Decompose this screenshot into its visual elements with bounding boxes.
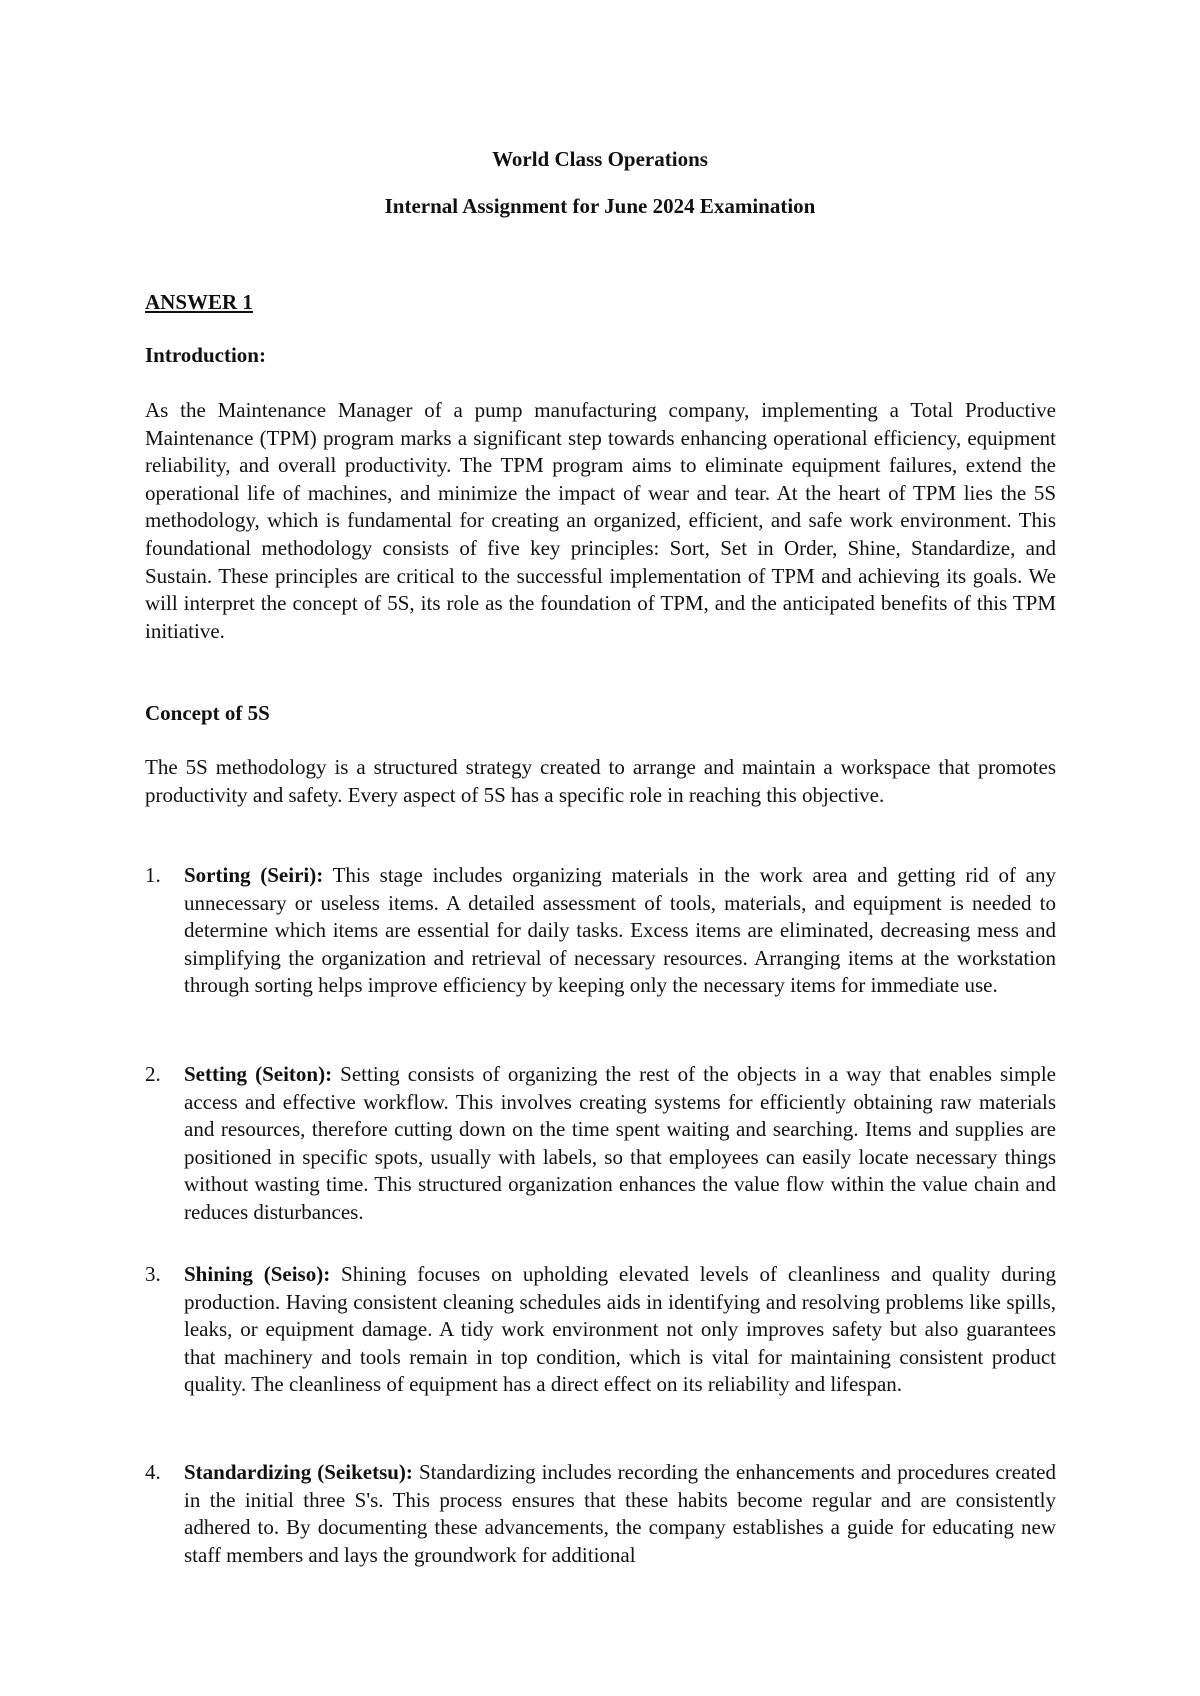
introduction-heading: Introduction: xyxy=(145,343,266,367)
list-number: 1. xyxy=(145,863,161,887)
list-item-body xyxy=(184,862,1056,1000)
list-item-body xyxy=(184,1261,1056,1399)
answer-heading: ANSWER 1 xyxy=(145,290,253,314)
concept-heading: Concept of 5S xyxy=(145,701,270,725)
list-item-body xyxy=(184,1061,1056,1227)
list-item-setting xyxy=(145,1061,1056,1227)
list-text: This stage includes organizing materials in the work area and getting rid of any unnecessary or useless items. A detailed assessment of tools, materials, and equipment is needed to determine which items are essential for daily tasks. Excess items are eliminated, decreasing mess and simplifying the organization and retrieval of necessary resources. Arranging items at the workstation through sorting helps improve efficiency by keeping only the necessary items for immediate use. xyxy=(184,863,1056,998)
list-term: Setting (Seiton): xyxy=(184,1062,333,1086)
concept-paragraph: The 5S methodology is a structured strategy created to arrange and maintain a workspace that promotes productivity and safety. Every aspect of 5S has a specific role in reaching this objective. xyxy=(145,755,1056,807)
list-number: 2. xyxy=(145,1062,161,1086)
list-term: Shining (Seiso): xyxy=(184,1262,331,1286)
document-subtitle: Internal Assignment for June 2024 Examination xyxy=(384,194,816,218)
list-item-standardizing xyxy=(145,1459,1056,1569)
list-text: Setting consists of organizing the rest of the objects in a way that enables simple access and effective workflow. This involves creating systems for efficiently obtaining raw materials and resources, therefore cutting down on the time spent waiting and searching. Items and supplies are positioned in specific spots, usually with labels, so that employees can easily locate necessary things without wasting time. This structured organization enhances the value flow within the value chain and reduces disturbances. xyxy=(184,1062,1056,1224)
list-item-body xyxy=(184,1459,1056,1569)
list-text: Shining focuses on upholding elevated levels of cleanliness and quality during production. Having consistent cleaning schedules aids in identifying and resolving problems like spills, leaks, or equipment damage. A tidy work environment not only improves safety but also guarantees that machinery and tools remain in top condition, which is vital for maintaining consistent product quality. The cleanliness of equipment has a direct effect on its reliability and lifespan. xyxy=(184,1262,1057,1397)
list-item-sorting xyxy=(145,862,1056,1000)
document-title: World Class Operations xyxy=(492,147,708,171)
list-text: Standardizing includes recording the enhancements and procedures created in the initial three S's. This process ensures that these habits become regular and are consistently adhered to. By documenting these advancements, the company establishes a guide for educating new staff members and lays the groundwork for additional xyxy=(184,1460,1056,1567)
list-term: Sorting (Seiri): xyxy=(184,863,324,887)
list-number: 4. xyxy=(145,1460,161,1484)
introduction-paragraph: As the Maintenance Manager of a pump manufacturing company, implementing a Total Productive Maintenance (TPM) program marks a significant step towards enhancing operational efficiency, equipment reliability, and overall productivity. The TPM program aims to eliminate equipment failures, extend the operational life of machines, and minimize the impact of wear and tear. At the heart of TPM lies the 5S methodology, which is fundamental for creating an organized, efficient, and safe work environment. This foundational methodology consists of five key principles: Sort, Set in Order, Shine, Standardize, and Sustain. These principles are critical to the successful implementation of TPM and achieving its goals. We will interpret the concept of 5S, its role as the foundation of TPM, and the anticipated benefits of this TPM initiative. xyxy=(145,398,1056,643)
list-item-shining xyxy=(145,1261,1056,1399)
list-number: 3. xyxy=(145,1262,161,1286)
list-term: Standardizing (Seiketsu): xyxy=(184,1460,413,1484)
